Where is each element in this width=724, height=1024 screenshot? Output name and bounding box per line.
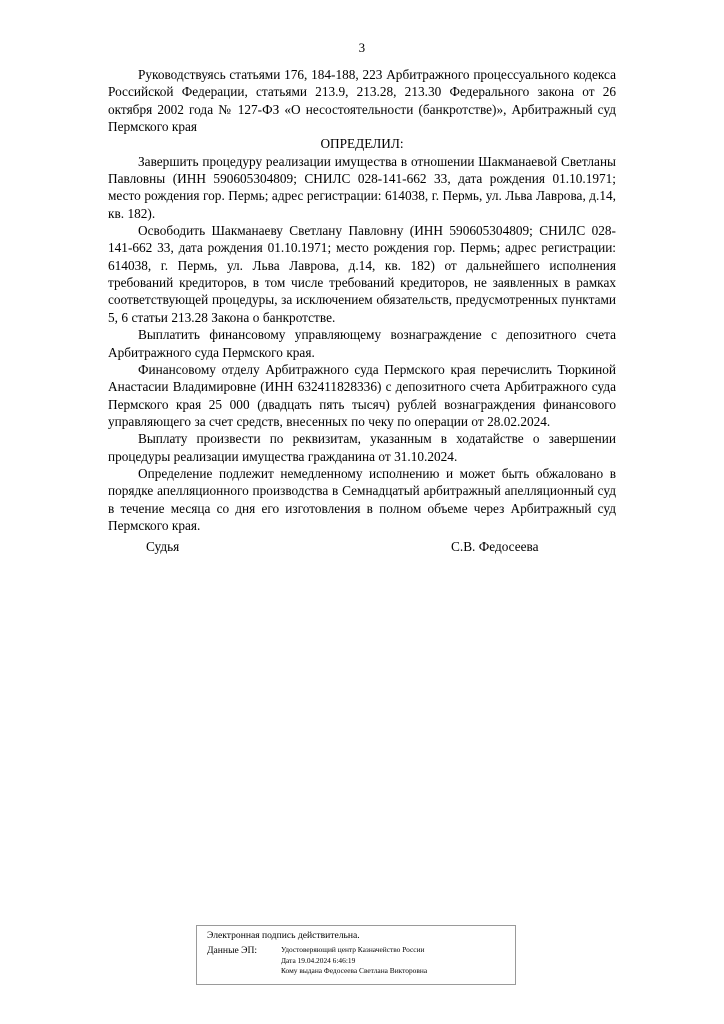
paragraph-pay-manager: Выплатить финансовому управляющему вознаграждение с депозитного счета Арбитражного суда Пермского края. <box>108 327 616 360</box>
signature-role: Судья <box>146 539 180 554</box>
paragraph-transfer-funds: Финансовому отделу Арбитражного суда Пермского края перечислить Тюркиной Анастасии Владимировне (ИНН 632411828336) с депозитного счета Арбитражного суда Пермского края 25 000 (двадцать пять тысяч) рублей вознаграждения финансового управляющего за счет средств, внесенных по чеку по операции от 28.02.2024. <box>108 361 616 429</box>
paragraph-release-debtor: Освободить Шакманаеву Светлану Павловну (ИНН 590605304809; СНИЛС 028-141-662 33, дата рождения 01.10.1971; место рождения гор. Пермь; адрес регистрации: 614038, г. Пермь, ул. Льва Лаврова, д.14, кв. 182) от дальнейшего исполнения требований кредиторов, в том числе требований кредиторов, не заявленных в рамках соответствующей процедуры, за исключением обязательств, предусмотренных пунктами 5, 6 статьи 213.28 Закона о банкротстве. <box>108 223 616 325</box>
paragraph-payment-details: Выплату произвести по реквизитам, указанным в ходатайстве о завершении процедуры реализации имущества гражданина от 31.10.2024. <box>108 431 616 464</box>
signature-block <box>108 538 616 558</box>
ruling-heading: ОПРЕДЕЛИЛ: <box>320 136 404 152</box>
paragraph-appeal-notice: Определение подлежит немедленному исполнению и может быть обжаловано в порядке апелляционного производства в Семнадцатый арбитражный апелляционный суд в течение месяца со дня его изготовления в полном объеме через Арбитражный суд Пермского края. <box>108 465 616 533</box>
esign-details <box>281 945 427 977</box>
esign-status-text: Электронная подпись действительна. <box>207 930 360 941</box>
paragraph-complete-procedure: Завершить процедуру реализации имущества в отношении Шакманаевой Светланы Павловны (ИНН 590605304809; СНИЛС 028-141-662 33, дата рождения 01.10.1971; место рождения гор. Пермь; адрес регистрации: 614038, г. Пермь, ул. Льва Лаврова, д.14, кв. 182). <box>108 153 616 221</box>
esign-authority: Удостоверяющий центр Казначейство России <box>281 945 425 954</box>
esign-issued-to: Кому выдана Федосеева Светлана Викторовна <box>281 966 428 976</box>
page-number: 3 <box>358 40 366 55</box>
electronic-signature-stamp <box>196 925 516 985</box>
esign-data-label: Данные ЭП: <box>207 945 258 956</box>
signature-name: С.В. Федосеева <box>451 539 539 554</box>
document-body <box>108 66 616 534</box>
paragraph-preamble: Руководствуясь статьями 176, 184-188, 223 Арбитражного процессуального кодекса Российской Федерации, статьями 213.9, 213.28, 213.30 Федерального закона от 26 октября 2002 года № 127-ФЗ «О несостоятельности (банкротстве)», Арбитражный суд Пермского края <box>108 67 616 135</box>
esign-date: Дата 19.04.2024 6:46:19 <box>281 955 356 965</box>
